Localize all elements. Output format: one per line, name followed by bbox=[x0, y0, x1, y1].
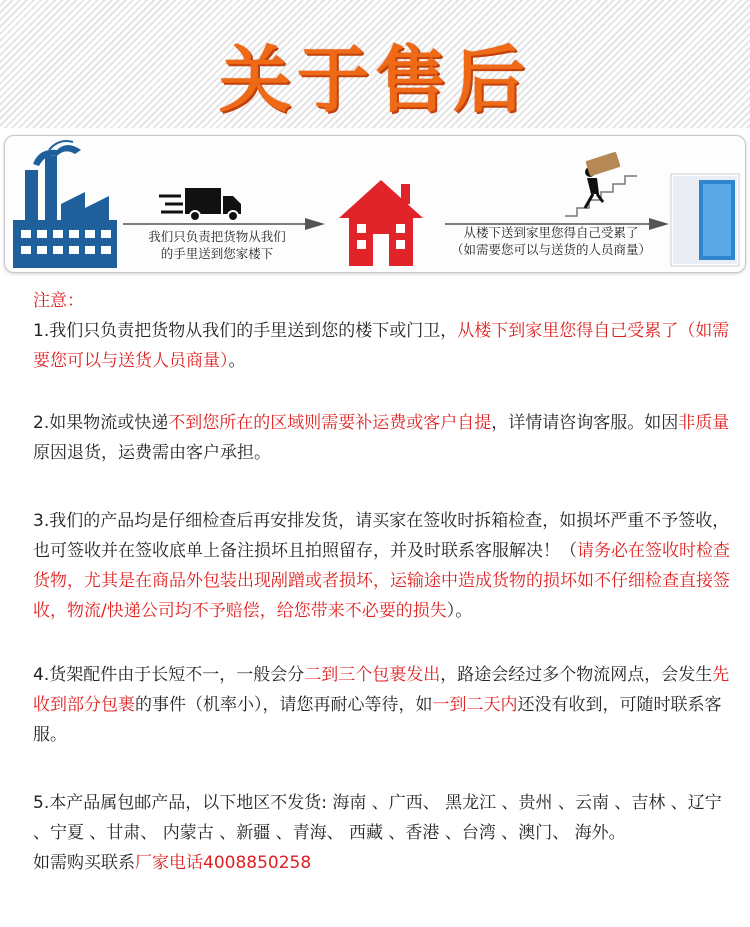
note-4-highlight-b: 先收到部分包裹 bbox=[33, 665, 730, 715]
note-3-text: 3.我们的产品均是仔细检查后再安排发货，请买家在签收时拆箱检查，如损坏严重不予签收，也可签收并在签收底单上备注损坏且拍照留存，并及时联系客服解决！（ bbox=[33, 511, 730, 561]
note-5-text: 5.本产品属包邮产品，以下地区不发货: 海南 、广西、 黑龙江 、贵州 、云南 、吉林 、辽宁 、宁夏 、甘肃、 内蒙古 、新疆 、青海、 西藏 、香港 、台湾 、澳门、 海外。 bbox=[33, 793, 722, 843]
note-item-1 bbox=[33, 316, 733, 376]
door-icon bbox=[671, 174, 739, 266]
note-2-highlight: 不到您所在的区域则需要补运费或客户自提 bbox=[168, 413, 492, 433]
note-2-text: 2.如果物流或快递 bbox=[33, 413, 169, 433]
note-item-3 bbox=[33, 506, 733, 626]
banner-caption-right-line2: （如需要您可以与送货的人员商量） bbox=[450, 242, 651, 257]
note-item-2 bbox=[33, 408, 733, 468]
delivery-banner bbox=[4, 135, 746, 273]
note-4-text: 4.货架配件由于长短不一，一般会分 bbox=[33, 665, 305, 685]
note-4-text-b: ，路途会经过多个物流网点，会发生 bbox=[440, 665, 713, 685]
note-item-5 bbox=[33, 788, 733, 878]
note-5-contact-label: 如需购买联系 bbox=[33, 853, 135, 873]
note-3-highlight: 请务必在签收时检查货物，尤其是在商品外包装出现剐蹭或者损坏，运输途中造成货物的损坏如不仔细检查直接签收，物流/快递公司均不予赔偿，给您带来不必要的损失 bbox=[33, 541, 730, 621]
banner-caption-left-line2: 的手里送到您家楼下 bbox=[160, 246, 274, 261]
house-icon bbox=[339, 180, 423, 266]
banner-caption-right-line1: 从楼下送到家里您得自己受累了 bbox=[463, 225, 639, 240]
note-3-end: ）。 bbox=[446, 601, 473, 621]
banner-caption-left bbox=[117, 228, 317, 262]
banner-caption-right bbox=[431, 224, 671, 258]
note-4-highlight-c: 一到二天内 bbox=[432, 695, 518, 715]
stairs-worker-icon bbox=[565, 151, 637, 216]
note-label-text: 注意： bbox=[33, 291, 84, 311]
note-5-contact bbox=[33, 848, 733, 878]
page-title: 关于售后 bbox=[218, 38, 531, 122]
note-2-end: 原因退货，运费需由客户承担。 bbox=[33, 443, 271, 463]
note-1-end: 。 bbox=[228, 351, 246, 371]
banner-caption-left-line1: 我们只负责把货物从我们 bbox=[148, 229, 286, 244]
truck-icon bbox=[159, 188, 241, 221]
note-2-highlight-b: 非质量 bbox=[678, 413, 730, 433]
note-2-text-b: ，详情请咨询客服。如因 bbox=[491, 413, 679, 433]
factory-phone: 厂家电话4008850258 bbox=[135, 853, 312, 873]
note-4-end: 还没有收到，可随时联系客服。 bbox=[33, 695, 722, 745]
header-band bbox=[0, 0, 750, 128]
factory-icon bbox=[13, 141, 117, 268]
note-item-4 bbox=[33, 660, 733, 750]
note-label bbox=[33, 286, 733, 316]
note-4-text-c: 的事件（机率小），请您再耐心等待，如 bbox=[135, 695, 433, 715]
note-4-highlight: 二到三个包裹发出 bbox=[304, 665, 441, 685]
note-1-highlight: 从楼下到家里您得自己受累了（如需要您可以与送货人员商量） bbox=[33, 321, 730, 371]
note-1-text: 1.我们只负责把货物从我们的手里送到您的楼下或门卫， bbox=[33, 321, 458, 341]
